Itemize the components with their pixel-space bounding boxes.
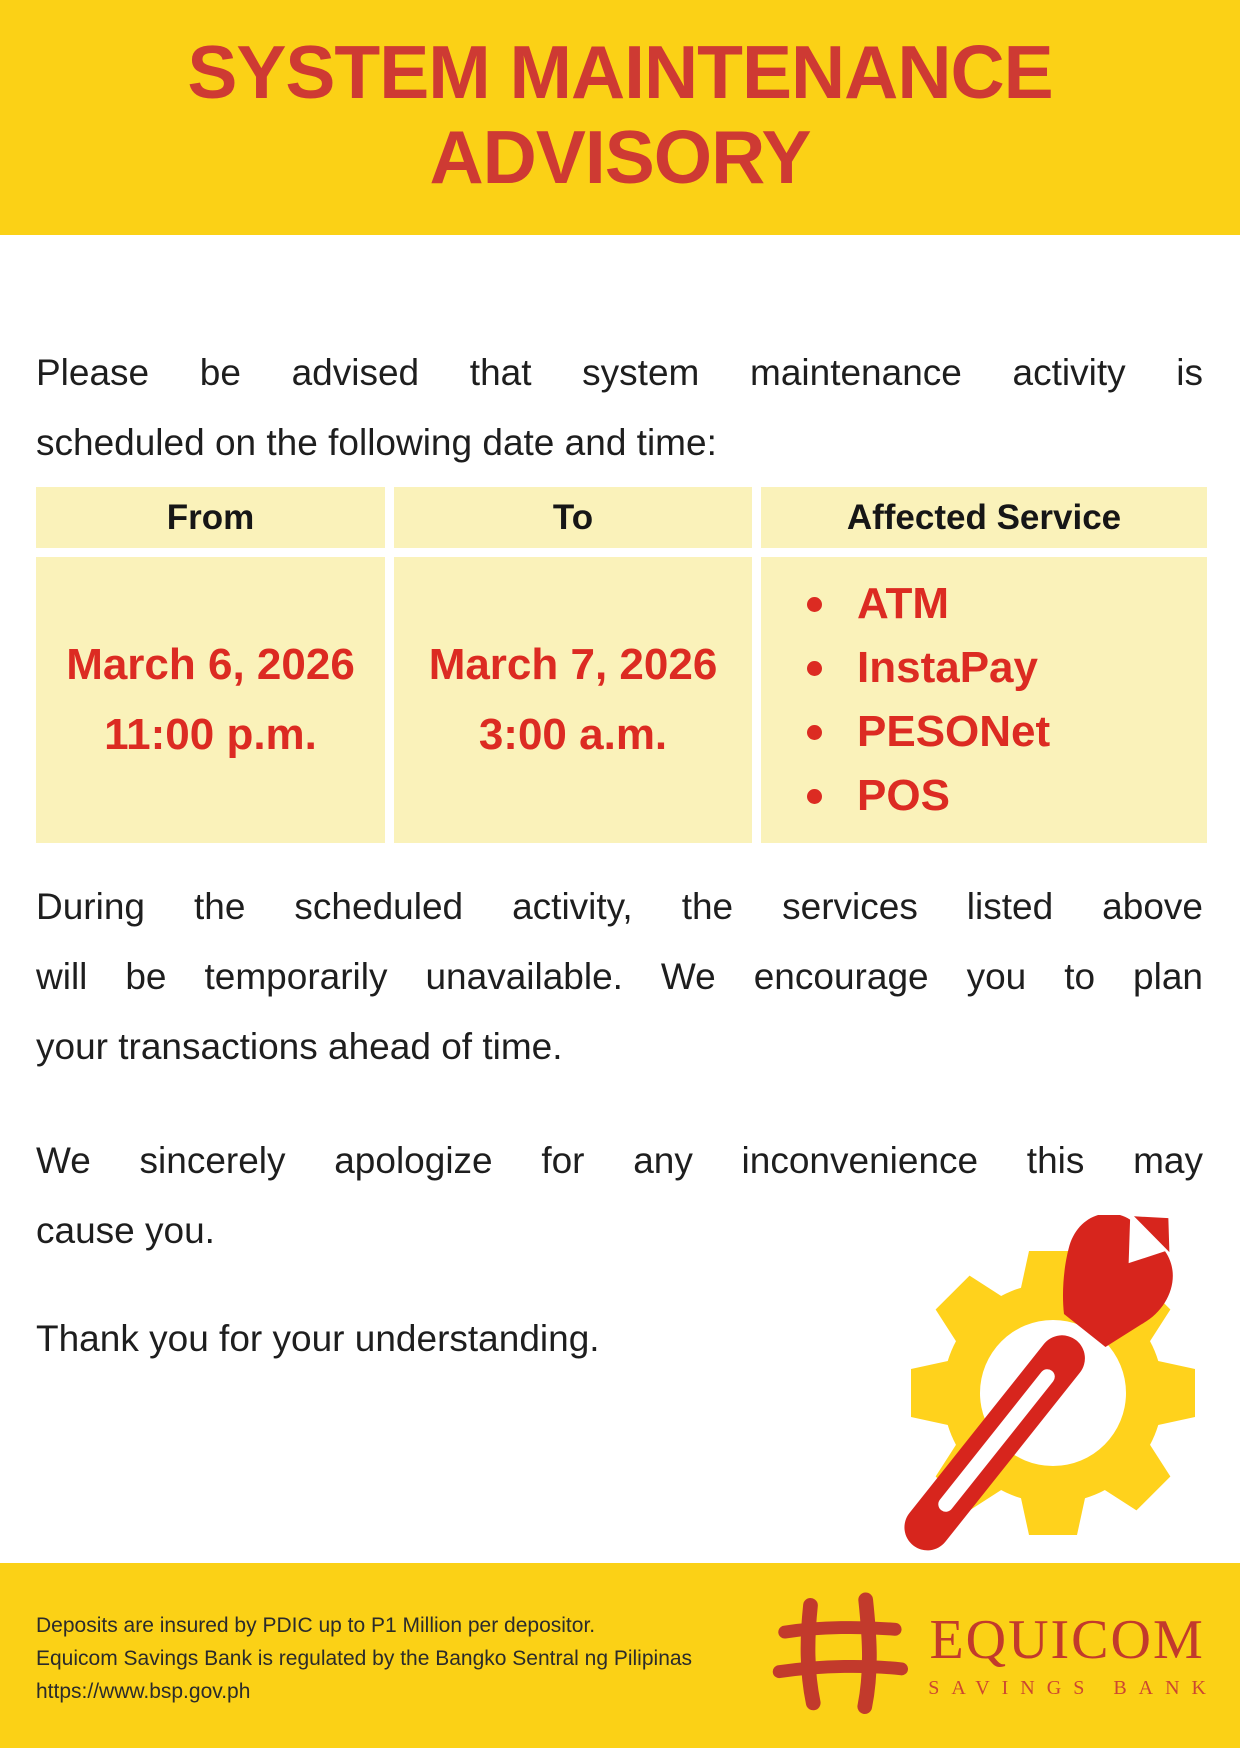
- fineprint-line-bsp: Equicom Savings Bank is regulated by the Bangko Sentral ng Pilipinas: [36, 1647, 693, 1670]
- service-item: [761, 772, 1207, 820]
- column-header-from: From: [36, 487, 385, 548]
- to-cell: [394, 557, 752, 843]
- table-header-row: [36, 487, 1207, 548]
- to-date: March 7, 2026: [428, 640, 718, 689]
- page-title: [0, 0, 1240, 200]
- affected-services-list: [761, 580, 1207, 820]
- page-title-line1: SYSTEM MAINTENANCE: [187, 30, 1053, 114]
- fineprint-line-pdic: Deposits are insured by PDIC up to P1 Million per depositor.: [36, 1614, 596, 1637]
- equicom-wordmark: [928, 1609, 1218, 1700]
- service-label: POS: [857, 771, 950, 820]
- table-body-row: [36, 557, 1207, 843]
- notice-line: your transactions ahead of time.: [36, 1026, 563, 1067]
- maintenance-illustration: [800, 1215, 1240, 1555]
- intro-line: Please be advised that system maintenance activity is: [36, 352, 1203, 393]
- service-item: [761, 708, 1207, 756]
- notice-paragraph: [36, 872, 1203, 1082]
- affected-services-cell: [761, 557, 1207, 843]
- column-header-affected-service: Affected Service: [761, 487, 1207, 548]
- from-date: March 6, 2026: [66, 640, 355, 689]
- bullet-icon: [807, 725, 822, 740]
- from-time: 11:00 p.m.: [104, 710, 317, 759]
- equicom-logo: [770, 1563, 1218, 1748]
- bsp-url-text: https://www.bsp.gov.ph: [36, 1680, 251, 1703]
- equicom-name: EQUICOM: [929, 1609, 1205, 1671]
- bullet-icon: [807, 661, 822, 676]
- column-header-to: To: [394, 487, 752, 548]
- service-item: [761, 644, 1207, 692]
- intro-line: scheduled on the following date and time:: [36, 422, 717, 463]
- thanks-line: Thank you for your understanding.: [36, 1318, 600, 1359]
- footer-band: [0, 1563, 1240, 1748]
- equicom-subtitle: SAVINGS BANK: [928, 1677, 1218, 1699]
- page-title-line2: ADVISORY: [429, 115, 811, 199]
- header-band: [0, 0, 1240, 235]
- service-label: InstaPay: [857, 643, 1038, 692]
- notice-line: During the scheduled activity, the services listed above: [36, 886, 1203, 927]
- bullet-icon: [807, 597, 822, 612]
- service-label: PESONet: [857, 707, 1051, 756]
- apology-line: We sincerely apologize for any inconvenience this may: [36, 1140, 1203, 1181]
- apology-line: cause you.: [36, 1210, 215, 1251]
- equicom-hash-icon: [770, 1587, 908, 1725]
- from-cell: [36, 557, 385, 843]
- bullet-icon: [807, 789, 822, 804]
- service-item: [761, 580, 1207, 628]
- notice-line: will be temporarily unavailable. We encourage you to plan: [36, 956, 1203, 997]
- regulatory-fineprint: [36, 1609, 692, 1708]
- service-label: ATM: [857, 579, 950, 628]
- maintenance-schedule-table: [36, 487, 1207, 843]
- intro-paragraph: [36, 338, 1203, 478]
- to-time: 3:00 a.m.: [478, 710, 668, 759]
